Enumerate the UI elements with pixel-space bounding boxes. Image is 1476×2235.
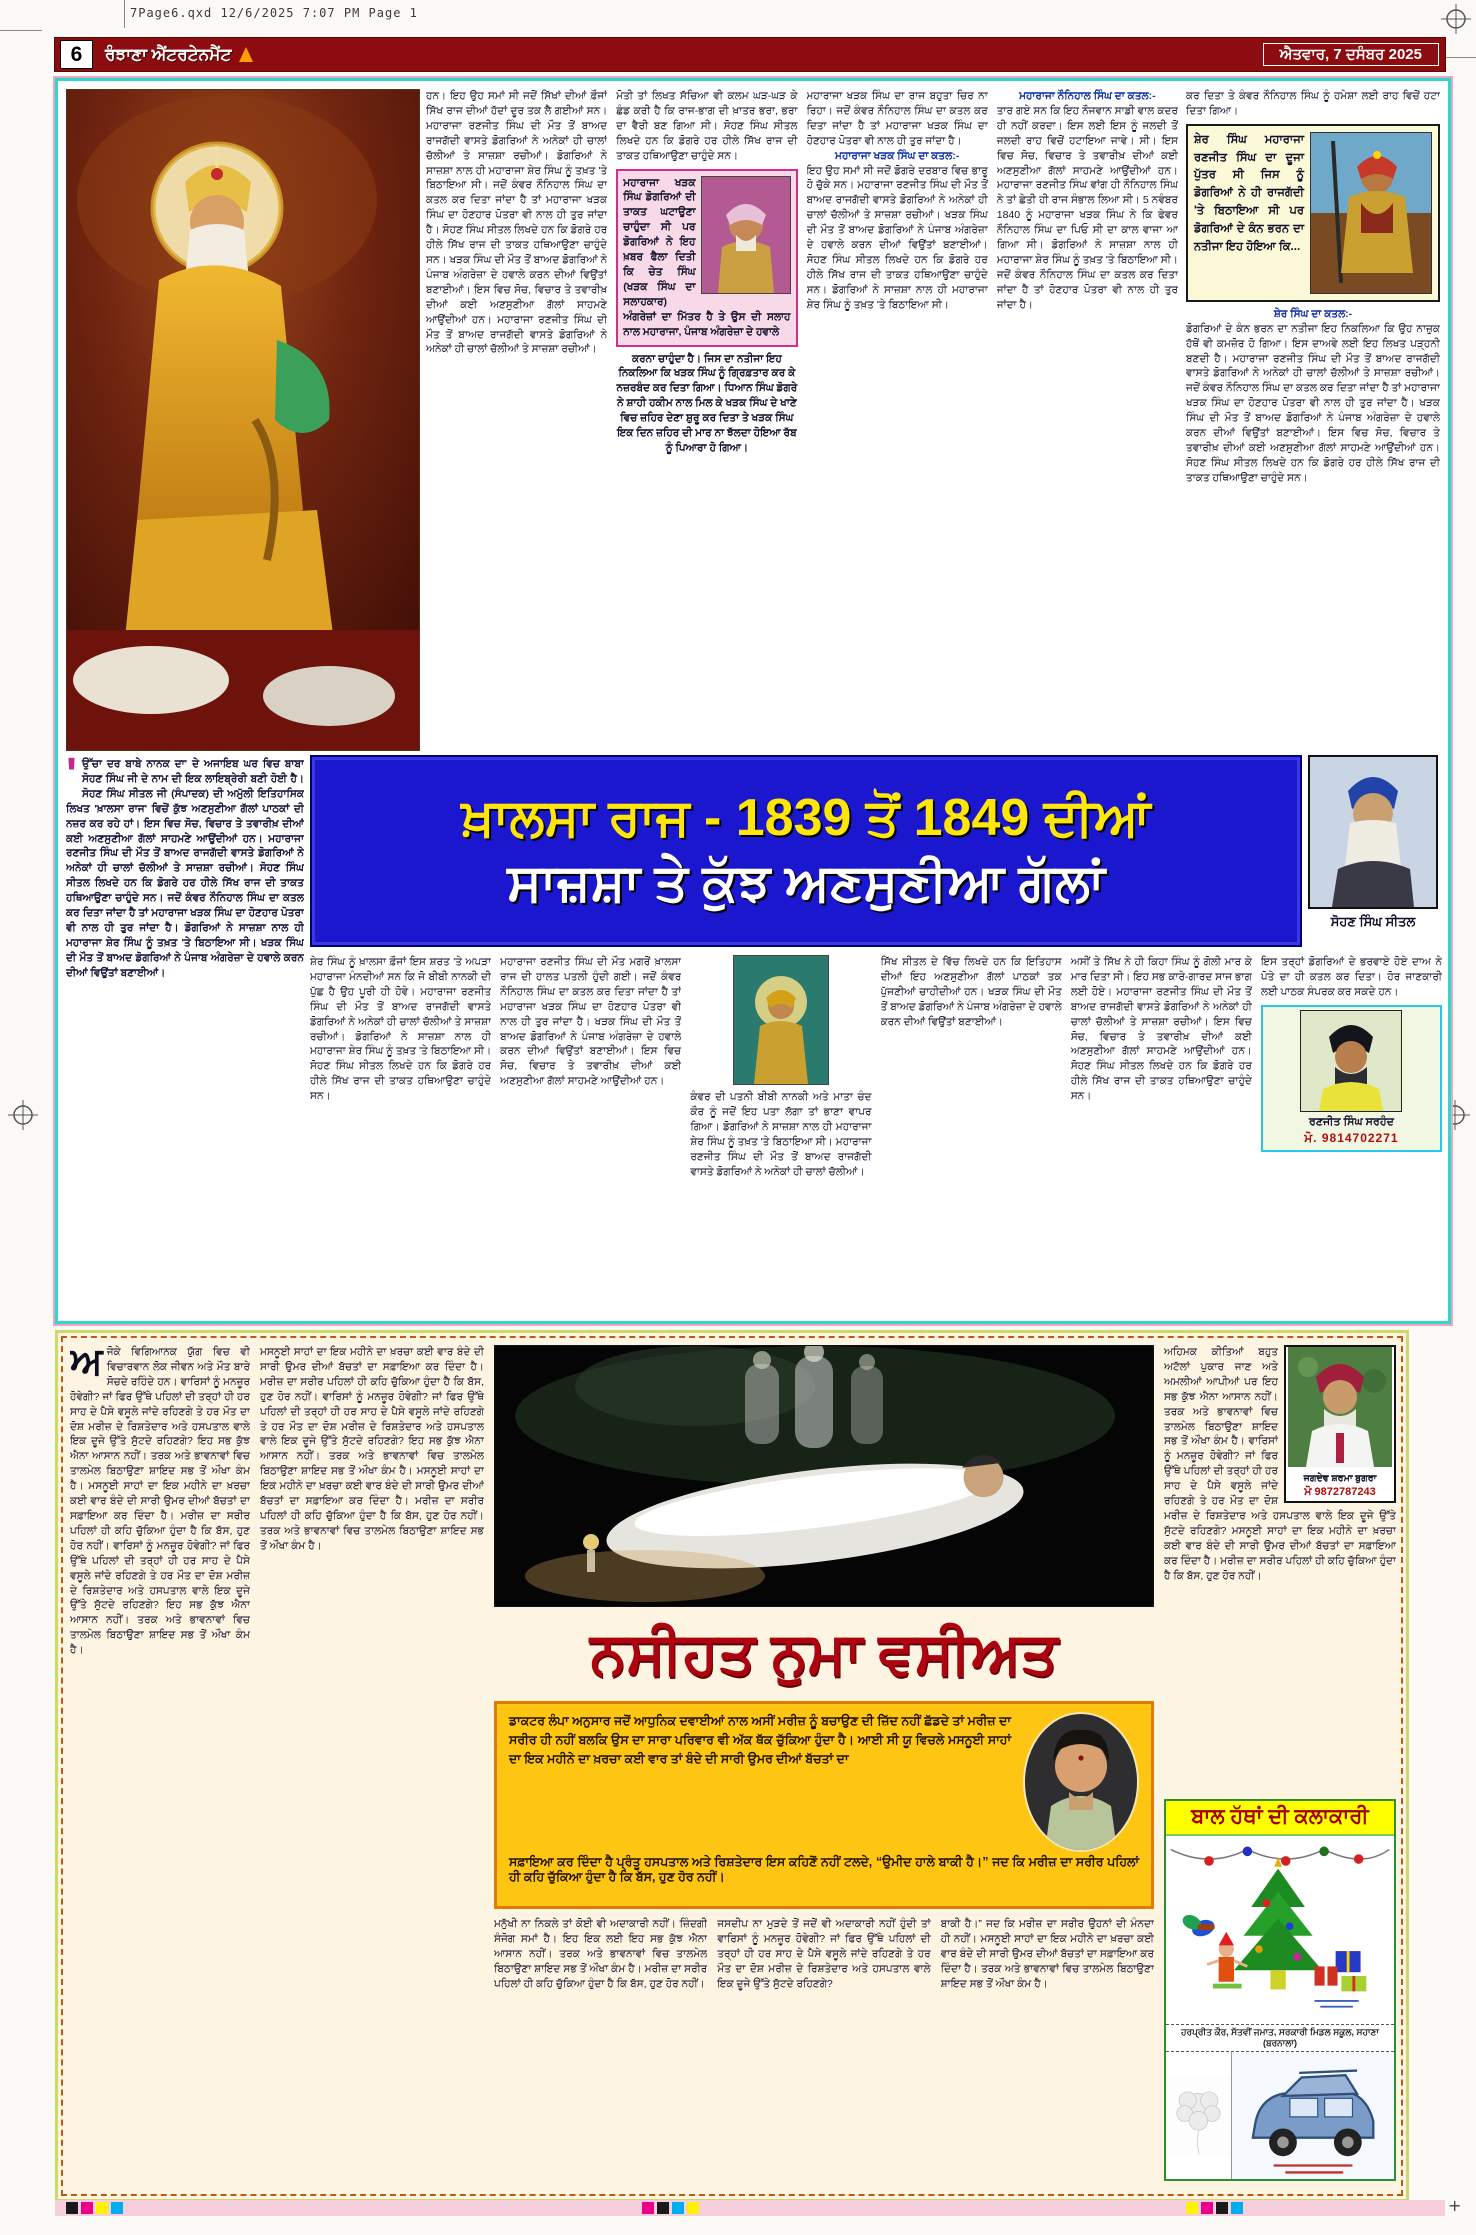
column-text: ਅਹਿਮਕ ਕੀਤਿਆਂ ਬਹੁਤ ਅਟੱਲਾਂ ਪੁਕਾਰ ਜਾਣ ਅਤੇ ਅਮਲੀਆਂ ਆਪੀਆਂ ਪਰ ਇਹ ਸਭ ਕੁੱਝ ਐਨਾ ਆਸਾਨ ਨਹੀਂ। ਤਰਕ ਅਤੇ ਭਾਵਨਾਵਾਂ ਵਿਚ ਤਾਲਮੇਲ ਬਿਠਾਉਣਾ ਸ਼ਾਇਦ ਸਭ ਤੋਂ ਔਖਾ ਕੰਮ ਹੈ। ਵਾਰਿਸਾਂ ਨੂੰ ਮਨਜ਼ੂਰ ਹੋਵੇਗੀ? ਜਾਂ ਫਿਰ ਉੱਥੇ ਪਹਿਲਾਂ ਦੀ ਤਰ੍ਹਾਂ ਹੀ ਹਰ ਸਾਹ ਦੇ ਪੈਸੇ ਵਸੂਲੇ ਜਾਂਦੇ ਰਹਿਣਗੇ ਤੇ ਹਰ ਮੌਤ ਦਾ ਦੋਸ਼ ਮਰੀਜ਼ ਦੇ ਰਿਸ਼ਤੇਦਾਰ ਅਤੇ ਹਸਪਤਾਲ ਵਾਲੇ ਇਕ ਦੂਜੇ ਉੱਤੇ ਸੁੱਟਦੇ ਰਹਿਣਗੇ? ਮਸਨੂਈ ਸਾਹਾਂ ਦਾ ਇਕ ਮਹੀਨੇ ਦਾ ਖ਼ਰਚਾ ਕਈ ਵਾਰ ਬੰਦੇ ਦੀ ਸਾਰੀ ਉਮਰ ਦੀਆਂ ਬੱਚਤਾਂ ਦਾ ਸਫ਼ਾਇਆ ਕਰ ਦਿੰਦਾ ਹੈ। ਮਰੀਜ਼ ਦਾ ਸਰੀਰ ਪਹਿਲਾਂ ਹੀ ਕਹਿ ਚੁੱਕਿਆ ਹੁੰਦਾ ਹੈ ਕਿ ਬੱਸ, ਹੁਣ ਹੋਰ ਨਹੀਂ। — [1164, 1346, 1396, 1582]
article1-column-b1: ਸ਼ੇਰ ਸਿੰਘ ਨੂੰ ਖ਼ਾਲਸਾ ਫ਼ੌਜਾਂ ਇਸ ਸ਼ਰਤ 'ਤੇ ਅਪੜਾ ਮਹਾਰਾਜਾ ਮੰਨਦੀਆਂ ਸਨ ਕਿ ਜੋ ਬੀਬੀ ਨਾਨਕੀ ਦੀ ਪੁੱਛ ਹੈ ਉਹ ਪੂਰੀ ਹੀ ਹੋਵੇ। ਮਹਾਰਾਜਾ ਰਣਜੀਤ ਸਿੰਘ ਦੀ ਮੌਤ ਤੋਂ ਬਾਅਦ ਰਾਜਗੱਦੀ ਵਾਸਤੇ ਡੋਗਰਿਆਂ ਨੇ ਅਨੇਕਾਂ ਹੀ ਚਾਲਾਂ ਚੱਲੀਆਂ ਤੇ ਸਾਜ਼ਸ਼ਾ ਰਚੀਆਂ। ਡੋਗਰਿਆਂ ਨੇ ਸਾਜ਼ਸ਼ਾ ਨਾਲ ਹੀ ਮਹਾਰਾਜਾ ਸ਼ੇਰ ਸਿੰਘ ਨੂੰ ਤਖ਼ਤ 'ਤੇ ਬਿਠਾਇਆ ਸੀ। ਸੋਹਣ ਸਿੰਘ ਸੀਤਲ ਲਿਖਦੇ ਹਨ ਕਿ ਡੋਗਰੇ ਹਰ ਹੀਲੇ ਸਿੱਖ ਰਾਜ ਦੀ ਤਾਕਤ ਹਥਿਆਉਣਾ ਚਾਹੁੰਦੇ ਸਨ। — [310, 956, 492, 1103]
column-text: ਇਹ ਉਹ ਸਮਾਂ ਸੀ ਜਦੋਂ ਡੋਗਰੇ ਦਰਬਾਰ ਵਿਚ ਭਾਰੂ ਹੋ ਚੁੱਕੇ ਸਨ। ਮਹਾਰਾਜਾ ਰਣਜੀਤ ਸਿੰਘ ਦੀ ਮੌਤ ਤੋਂ ਬਾਅਦ ਰਾਜਗੱਦੀ ਵਾਸਤੇ ਡੋਗਰਿਆਂ ਨੇ ਅਨੇਕਾਂ ਹੀ ਚਾਲਾਂ ਚੱਲੀਆਂ ਤੇ ਸਾਜ਼ਸ਼ਾ ਰਚੀਆਂ। ਖੜਕ ਸਿੰਘ ਦੀ ਮੌਤ ਤੋਂ ਬਾਅਦ ਡੋਗਰਿਆਂ ਨੇ ਪੰਜਾਬ ਅੰਗਰੇਜ਼ਾ ਦੇ ਹਵਾਲੇ ਕਰਨ ਦੀਆਂ ਵਿਉਂਤਾਂ ਬਣਾਈਆਂ। ਸੋਹਣ ਸਿੰਘ ਸੀਤਲ ਲਿਖਦੇ ਹਨ ਕਿ ਡੋਗਰੇ ਹਰ ਹੀਲੇ ਸਿੱਖ ਰਾਜ ਦੀ ਤਾਕਤ ਹਥਿਆਉਣਾ ਚਾਹੁੰਦੇ ਸਨ। ਡੋਗਰਿਆਂ ਨੇ ਸਾਜ਼ਸ਼ਾ ਨਾਲ ਹੀ ਮਹਾਰਾਜਾ ਸ਼ੇਰ ਸਿੰਘ ਨੂੰ ਤਖ਼ਤ 'ਤੇ ਬਿਠਾਇਆ ਸੀ। — [806, 164, 988, 311]
lead-quote-text: ਉੱਚਾ ਦਰ ਬਾਬੇ ਨਾਨਕ ਦਾ' ਦੇ ਅਜਾਇਬ ਘਰ ਵਿਚ ਬਾਬਾ ਸੋਹਣ ਸਿੰਘ ਜੀ ਦੇ ਨਾਮ ਦੀ ਇਕ ਲਾਇਬ੍ਰੇਰੀ ਬਣੀ ਹੋਈ ਹੈ। ਸੋਹਣ ਸਿੰਘ ਸੀਤਲ ਜੀ (ਸੰਪਾਦਕ) ਦੀ ਅਮੁੱਲੀ ਇਤਿਹਾਸਿਕ ਲਿਖਤ 'ਖ਼ਾਲਸਾ ਰਾਜ' ਵਿਚੋਂ ਕੁੱਝ ਅਣਸੁਣੀਆ ਗੱਲਾਂ ਪਾਠਕਾਂ ਦੀ ਨਜ਼ਰ ਕਰ ਰਹੇ ਹਾਂ। ਇਸ ਵਿਚ ਸੋਚ, ਵਿਚਾਰ ਤੇ ਤਵਾਰੀਖ਼ ਦੀਆਂ ਕਈ ਅਣਸੁਣੀਆ ਗੱਲਾਂ ਸਾਹਮਣੇ ਆਉਂਦੀਆਂ ਹਨ। ਮਹਾਰਾਜਾ ਰਣਜੀਤ ਸਿੰਘ ਦੀ ਮੌਤ ਤੋਂ ਬਾਅਦ ਰਾਜਗੱਦੀ ਵਾਸਤੇ ਡੋਗਰਿਆਂ ਨੇ ਅਨੇਕਾਂ ਹੀ ਚਾਲਾਂ ਚੱਲੀਆਂ ਤੇ ਸਾਜ਼ਸ਼ਾ ਰਚੀਆਂ। ਸੋਹਣ ਸਿੰਘ ਸੀਤਲ ਲਿਖਦੇ ਹਨ ਕਿ ਡੋਗਰੇ ਹਰ ਹੀਲੇ ਸਿੱਖ ਰਾਜ ਦੀ ਤਾਕਤ ਹਥਿਆਉਣਾ ਚਾਹੁੰਦੇ ਸਨ। ਜਦੋਂ ਕੰਵਰ ਨੌਨਿਹਾਲ ਸਿੰਘ ਦਾ ਕਤਲ ਕਰ ਦਿਤਾ ਜਾਂਦਾ ਹੈ ਤਾਂ ਮਹਾਰਾਜਾ ਖੜਕ ਸਿੰਘ ਦਾ ਹੋਣਹਾਰ ਪੋਤਰਾ ਵੀ ਨਾਲ ਹੀ ਤੁਰ ਜਾਂਦਾ ਹੈ। ਡੋਗਰਿਆਂ ਨੇ ਸਾਜ਼ਸ਼ਾ ਨਾਲ ਹੀ ਮਹਾਰਾਜਾ ਸ਼ੇਰ ਸਿੰਘ ਨੂੰ ਤਖ਼ਤ 'ਤੇ ਬਿਠਾਇਆ ਸੀ। ਖੜਕ ਸਿੰਘ ਦੀ ਮੌਤ ਤੋਂ ਬਾਅਦ ਡੋਗਰਿਆਂ ਨੇ ਪੰਜਾਬ ਅੰਗਰੇਜ਼ਾ ਦੇ ਹਵਾਲੇ ਕਰਨ ਦੀਆਂ ਵਿਉਂਤਾਂ ਬਣਾਈਆਂ। — [66, 758, 304, 979]
car-drawing — [1232, 2052, 1394, 2179]
drop-cap: ਅ — [70, 1345, 103, 1383]
kids-second-row — [1166, 2052, 1394, 2179]
woman-portrait — [1023, 1712, 1139, 1852]
column-text: ਜੋਕੇ ਵਿਗਿਆਨਕ ਯੁੱਗ ਵਿਚ ਵੀ ਵਿਚਾਰਵਾਨ ਲੋਕ ਜੀਵਨ ਅਤੇ ਮੌਤ ਬਾਰੇ ਸੋਚਦੇ ਰਹਿੰਦੇ ਹਨ। ਵਾਰਿਸਾਂ ਨੂੰ ਮਨਜ਼ੂਰ ਹੋਵੇਗੀ? ਜਾਂ ਫਿਰ ਉੱਥੇ ਪਹਿਲਾਂ ਦੀ ਤਰ੍ਹਾਂ ਹੀ ਹਰ ਸਾਹ ਦੇ ਪੈਸੇ ਵਸੂਲੇ ਜਾਂਦੇ ਰਹਿਣਗੇ ਤੇ ਹਰ ਮੌਤ ਦਾ ਦੋਸ਼ ਮਰੀਜ਼ ਦੇ ਰਿਸ਼ਤੇਦਾਰ ਅਤੇ ਹਸਪਤਾਲ ਵਾਲੇ ਇਕ ਦੂਜੇ ਉੱਤੇ ਸੁੱਟਦੇ ਰਹਿਣਗੇ? ਇਹ ਸਭ ਕੁੱਝ ਐਨਾ ਆਸਾਨ ਨਹੀਂ। ਤਰਕ ਅਤੇ ਭਾਵਨਾਵਾਂ ਵਿਚ ਤਾਲਮੇਲ ਬਿਠਾਉਣਾ ਸ਼ਾਇਦ ਸਭ ਤੋਂ ਔਖਾ ਕੰਮ ਹੈ। ਮਸਨੂਈ ਸਾਹਾਂ ਦਾ ਇਕ ਮਹੀਨੇ ਦਾ ਖ਼ਰਚਾ ਕਈ ਵਾਰ ਬੰਦੇ ਦੀ ਸਾਰੀ ਉਮਰ ਦੀਆਂ ਬੱਚਤਾਂ ਦਾ ਸਫ਼ਾਇਆ ਕਰ ਦਿੰਦਾ ਹੈ। ਮਰੀਜ਼ ਦਾ ਸਰੀਰ ਪਹਿਲਾਂ ਹੀ ਕਹਿ ਚੁੱਕਿਆ ਹੁੰਦਾ ਹੈ ਕਿ ਬੱਸ, ਹੁਣ ਹੋਰ ਨਹੀਂ। ਵਾਰਿਸਾਂ ਨੂੰ ਮਨਜ਼ੂਰ ਹੋਵੇਗੀ? ਜਾਂ ਫਿਰ ਉੱਥੇ ਪਹਿਲਾਂ ਦੀ ਤਰ੍ਹਾਂ ਹੀ ਹਰ ਸਾਹ ਦੇ ਪੈਸੇ ਵਸੂਲੇ ਜਾਂਦੇ ਰਹਿਣਗੇ ਤੇ ਹਰ ਮੌਤ ਦਾ ਦੋਸ਼ ਮਰੀਜ਼ ਦੇ ਰਿਸ਼ਤੇਦਾਰ ਅਤੇ ਹਸਪਤਾਲ ਵਾਲੇ ਇਕ ਦੂਜੇ ਉੱਤੇ ਸੁੱਟਦੇ ਰਹਿਣਗੇ? ਇਹ ਸਭ ਕੁੱਝ ਐਨਾ ਆਸਾਨ ਨਹੀਂ। ਤਰਕ ਅਤੇ ਭਾਵਨਾਵਾਂ ਵਿਚ ਤਾਲਮੇਲ ਬਿਠਾਉਣਾ ਸ਼ਾਇਦ ਸਭ ਤੋਂ ਔਖਾ ਕੰਮ ਹੈ। — [70, 1346, 250, 1657]
registration-plus-icon: + — [1448, 2196, 1462, 2215]
author-bugra-box — [1284, 1345, 1396, 1503]
article2-center — [494, 1345, 1154, 2185]
headline-line-1: ਖ਼ਾਲਸਾ ਰਾਜ - 1839 ਤੋਂ 1849 ਦੀਆਂ — [461, 789, 1151, 847]
inset-bold-continuation: ਕਰਨਾ ਚਾਹੁੰਦਾ ਹੈ। ਜਿਸ ਦਾ ਨਤੀਜਾ ਇਹ ਨਿਕਲਿਆ ਕਿ ਖੜਕ ਸਿੰਘ ਨੂੰ ਗ੍ਰਿਫ਼ਤਾਰ ਕਰ ਕੇ ਨਜ਼ਰਬੰਦ ਕਰ ਦਿਤਾ ਗਿਆ। ਧਿਆਨ ਸਿੰਘ ਡੋਗਰੇ ਨੇ ਸ਼ਾਹੀ ਹਕੀਮ ਨਾਲ ਮਿਲ ਕੇ ਖੜਕ ਸਿੰਘ ਦੇ ਖਾਣੇ ਵਿਚ ਜ਼ਹਿਰ ਦੇਣਾ ਸ਼ੁਰੂ ਕਰ ਦਿਤਾ ਤੇ ਖੜਕ ਸਿੰਘ ਇਕ ਦਿਨ ਜ਼ਹਿਰ ਦੀ ਮਾਰ ਨਾ ਝੱਲਦਾ ਹੋਇਆ ਰੱਬ ਨੂੰ ਪਿਆਰਾ ਹੋ ਗਿਆ। — [616, 352, 798, 454]
column-text: ਮੋਤੀ ਤਾਂ ਲਿਖਤ ਸੱਚਿਆ ਵੀ ਕਲਮ ਘੜ-ਘੜ ਕੇ ਛੰਡ ਕਰੀ ਹੈ ਕਿ ਰਾਜ-ਭਾਗ ਦੀ ਖ਼ਾਤਰ ਭਰਾ, ਭਰਾ ਦਾ ਵੈਰੀ ਬਣ ਗਿਆ ਸੀ। ਸੋਹਣ ਸਿੰਘ ਸੀਤਲ ਲਿਖਦੇ ਹਨ ਕਿ ਡੋਗਰੇ ਹਰ ਹੀਲੇ ਸਿੱਖ ਰਾਜ ਦੀ ਤਾਕਤ ਹਥਿਆਉਣਾ ਚਾਹੁੰਦੇ ਸਨ। — [616, 90, 798, 162]
quote-tail-text: ਸਫ਼ਾਇਆ ਕਰ ਦਿੰਦਾ ਹੈ ਪ੍ਰੰਤੂ ਹਸਪਤਾਲ ਅਤੇ ਰਿਸ਼ਤੇਦਾਰ ਇਸ ਕਹਿਣੋਂ ਨਹੀਂ ਟਲਦੇ, “ਉਮੀਦ ਹਾਲੇ ਬਾਕੀ ਹੈ।” ਜਦ ਕਿ ਮਰੀਜ਼ ਦਾ ਸਰੀਰ ਪਹਿਲਾਂ ਹੀ ਕਹਿ ਚੁੱਕਿਆ ਹੁੰਦਾ ਹੈ ਕਿ ਬੱਸ, ਹੁਣ ਹੋਰ ਨਹੀਂ। — [509, 1855, 1139, 1884]
quote-main-text: ਡਾਕਟਰ ਲੰਪਾ ਅਨੁਸਾਰ ਜਦੋਂ ਆਧੁਨਿਕ ਦਵਾਈਆਂ ਨਾਲ ਅਸੀਂ ਮਰੀਜ਼ ਨੂੰ ਬਚਾਉਣ ਦੀ ਜ਼ਿੱਦ ਨਹੀਂ ਛੱਡਦੇ ਤਾਂ ਮਰੀਜ਼ ਦਾ ਸਰੀਰ ਹੀ ਨਹੀਂ ਬਲਕਿ ਉਸ ਦਾ ਸਾਰਾ ਪਰਿਵਾਰ ਵੀ ਅੱਕ ਥੱਕ ਚੁੱਕਿਆ ਹੁੰਦਾ ਹੈ। ਆਈ ਸੀ ਯੂ ਵਿਚਲੇ ਮਸਨੂਈ ਸਾਹਾਂ ਦਾ ਇਕ ਮਹੀਨੇ ਦਾ ਖ਼ਰਚਾ ਕਈ ਵਾਰ ਤਾਂ ਬੰਦੇ ਦੀ ਸਾਰੀ ਉਮਰ ਦੀਆਂ ਬੱਚਤਾਂ ਦਾ — [509, 1714, 1011, 1766]
christmas-tree-drawing — [1166, 1836, 1394, 2024]
author-bugra-image — [1288, 1347, 1392, 1467]
article2-column-b: ਮਸਨੂਈ ਸਾਹਾਂ ਦਾ ਇਕ ਮਹੀਨੇ ਦਾ ਖ਼ਰਚਾ ਕਈ ਵਾਰ ਬੰਦੇ ਦੀ ਸਾਰੀ ਉਮਰ ਦੀਆਂ ਬੱਚਤਾਂ ਦਾ ਸਫ਼ਾਇਆ ਕਰ ਦਿੰਦਾ ਹੈ। ਮਰੀਜ਼ ਦਾ ਸਰੀਰ ਪਹਿਲਾਂ ਹੀ ਕਹਿ ਚੁੱਕਿਆ ਹੁੰਦਾ ਹੈ ਕਿ ਬੱਸ, ਹੁਣ ਹੋਰ ਨਹੀਂ। ਵਾਰਿਸਾਂ ਨੂੰ ਮਨਜ਼ੂਰ ਹੋਵੇਗੀ? ਜਾਂ ਫਿਰ ਉੱਥੇ ਪਹਿਲਾਂ ਦੀ ਤਰ੍ਹਾਂ ਹੀ ਹਰ ਸਾਹ ਦੇ ਪੈਸੇ ਵਸੂਲੇ ਜਾਂਦੇ ਰਹਿਣਗੇ ਤੇ ਹਰ ਮੌਤ ਦਾ ਦੋਸ਼ ਮਰੀਜ਼ ਦੇ ਰਿਸ਼ਤੇਦਾਰ ਅਤੇ ਹਸਪਤਾਲ ਵਾਲੇ ਇਕ ਦੂਜੇ ਉੱਤੇ ਸੁੱਟਦੇ ਰਹਿਣਗੇ? ਇਹ ਸਭ ਕੁੱਝ ਐਨਾ ਆਸਾਨ ਨਹੀਂ। ਤਰਕ ਅਤੇ ਭਾਵਨਾਵਾਂ ਵਿਚ ਤਾਲਮੇਲ ਬਿਠਾਉਣਾ ਸ਼ਾਇਦ ਸਭ ਤੋਂ ਔਖਾ ਕੰਮ ਹੈ। ਮਸਨੂਈ ਸਾਹਾਂ ਦਾ ਇਕ ਮਹੀਨੇ ਦਾ ਖ਼ਰਚਾ ਕਈ ਵਾਰ ਬੰਦੇ ਦੀ ਸਾਰੀ ਉਮਰ ਦੀਆਂ ਬੱਚਤਾਂ ਦਾ ਸਫ਼ਾਇਆ ਕਰ ਦਿੰਦਾ ਹੈ। ਮਰੀਜ਼ ਦਾ ਸਰੀਰ ਪਹਿਲਾਂ ਹੀ ਕਹਿ ਚੁੱਕਿਆ ਹੁੰਦਾ ਹੈ ਕਿ ਬੱਸ, ਹੁਣ ਹੋਰ ਨਹੀਂ। ਤਰਕ ਅਤੇ ਭਾਵਨਾਵਾਂ ਵਿਚ ਤਾਲਮੇਲ ਬਿਠਾਉਣਾ ਸ਼ਾਇਦ ਸਭ ਤੋਂ ਔਖਾ ਕੰਮ ਹੈ। — [260, 1346, 484, 1552]
article1-sidebar-column — [1186, 89, 1440, 749]
registration-mark-icon — [8, 1100, 38, 1130]
article2-headline: ਨਸੀਹਤ ਨੁਮਾ ਵਸੀਅਤ — [590, 1621, 1058, 1686]
headline-line-2: ਸਾਜ਼ਸ਼ਾ ਤੇ ਕੁੱਝ ਅਣਸੁਣੀਆ ਗੱਲਾਂ — [507, 854, 1105, 912]
article1-column-b5: ਅਸੀਂ ਤੇ ਸਿੱਖ ਨੇ ਹੀ ਕਿਹਾ ਸਿੰਘ ਨੂੰ ਗੋਲੀ ਮਾਰ ਕੇ ਮਾਰ ਦਿਤਾ ਸੀ। ਇਹ ਸਭ ਕਾਰੇ-ਗਾਰਦ ਸਾਜ ਭਾਗ ਲਈ ਹੋਏ। ਮਹਾਰਾਜਾ ਰਣਜੀਤ ਸਿੰਘ ਦੀ ਮੌਤ ਤੋਂ ਬਾਅਦ ਰਾਜਗੱਦੀ ਵਾਸਤੇ ਡੋਗਰਿਆਂ ਨੇ ਅਨੇਕਾਂ ਹੀ ਚਾਲਾਂ ਚੱਲੀਆਂ ਤੇ ਸਾਜ਼ਸ਼ਾ ਰਚੀਆਂ। ਇਸ ਵਿਚ ਸੋਚ, ਵਿਚਾਰ ਤੇ ਤਵਾਰੀਖ਼ ਦੀਆਂ ਕਈ ਅਣਸੁਣੀਆ ਗੱਲਾਂ ਸਾਹਮਣੇ ਆਉਂਦੀਆਂ ਹਨ। ਸੋਹਣ ਸਿੰਘ ਸੀਤਲ ਲਿਖਦੇ ਹਨ ਕਿ ਡੋਗਰੇ ਹਰ ਹੀਲੇ ਸਿੱਖ ਰਾਜ ਦੀ ਤਾਕਤ ਹਥਿਆਉਣਾ ਚਾਹੁੰਦੇ ਸਨ। — [1070, 956, 1252, 1103]
kids-box-header — [1166, 1801, 1394, 1836]
sher-singh-box — [1186, 124, 1440, 302]
article-khalsa-raj — [55, 78, 1451, 1324]
maharaja-painting-image — [67, 90, 419, 750]
author-sarhand-image — [1301, 1011, 1401, 1111]
page-number: 6 — [60, 40, 93, 69]
article1-column-4 — [997, 89, 1178, 749]
deathbed-scene-photo — [494, 1345, 1154, 1607]
article2-headline-row — [494, 1607, 1154, 1701]
color-bar-cluster — [642, 2202, 699, 2214]
maharaja-ranjit-singh-painting — [66, 89, 420, 751]
article2-right-text — [1164, 1345, 1396, 1793]
author-sohan-singh-seetal — [1304, 755, 1442, 943]
flower-sketch-drawing — [1166, 2052, 1232, 2179]
column-text: ਮਹਾਰਾਜਾ ਖੜਕ ਸਿੰਘ ਦਾ ਰਾਜ ਬਹੁਤਾ ਚਿਰ ਨਾ ਰਿਹਾ। ਜਦੋਂ ਕੰਵਰ ਨੌਨਿਹਾਲ ਸਿੰਘ ਦਾ ਕਤਲ ਕਰ ਦਿਤਾ ਜਾਂਦਾ ਹੈ ਤਾਂ ਮਹਾਰਾਜਾ ਖੜਕ ਸਿੰਘ ਦਾ ਹੋਣਹਾਰ ਪੋਤਰਾ ਵੀ ਨਾਲ ਹੀ ਤੁਰ ਜਾਂਦਾ ਹੈ। — [806, 90, 988, 147]
article2-right-column — [1164, 1345, 1396, 2185]
author-sarhand-box — [1261, 1005, 1442, 1153]
inset-text: ਮਹਾਰਾਜਾ ਖੜਕ ਸਿੰਘ ਡੋਗਰਿਆਂ ਦੀ ਤਾਕਤ ਘਟਾਉਣਾ ਚਾਹੁੰਦਾ ਸੀ ਪਰ ਡੋਗਰਿਆਂ ਨੇ ਇਹ ਖ਼ਬਰ ਫੈਲਾ ਦਿਤੀ ਕਿ ਚੇਤ ਸਿੰਘ (ਖੜਕ ਸਿੰਘ ਦਾ ਸਲਾਹਕਾਰ) ਅੰਗਰੇਜ਼ਾਂ ਦਾ ਮਿੱਤਰ ਹੈ ਤੇ ਉਸ ਦੀ ਸਲਾਹ ਨਾਲ ਮਹਾਰਾਜਾ, ਪੰਜਾਬ ਅੰਗਰੇਜ਼ਾ ਦੇ ਹਵਾਲੇ — [623, 176, 791, 338]
print-proof-header: 7Page6.qxd 12/6/2025 7:07 PM Page 1 — [130, 6, 418, 20]
mid-column-portrait-image — [733, 955, 829, 1085]
article1-column-b3 — [690, 955, 871, 1313]
article1-column-b2: ਮਹਾਰਾਜਾ ਰਣਜੀਤ ਸਿੰਘ ਦੀ ਮੌਤ ਮਗਰੋਂ ਖ਼ਾਲਸਾ ਰਾਜ ਦੀ ਹਾਲਤ ਪਤਲੀ ਹੁੰਦੀ ਗਈ। ਜਦੋਂ ਕੰਵਰ ਨੌਨਿਹਾਲ ਸਿੰਘ ਦਾ ਕਤਲ ਕਰ ਦਿਤਾ ਜਾਂਦਾ ਹੈ ਤਾਂ ਮਹਾਰਾਜਾ ਖੜਕ ਸਿੰਘ ਦਾ ਹੋਣਹਾਰ ਪੋਤਰਾ ਵੀ ਨਾਲ ਹੀ ਤੁਰ ਜਾਂਦਾ ਹੈ। ਖੜਕ ਸਿੰਘ ਦੀ ਮੌਤ ਤੋਂ ਬਾਅਦ ਡੋਗਰਿਆਂ ਨੇ ਪੰਜਾਬ ਅੰਗਰੇਜ਼ਾ ਦੇ ਹਵਾਲੇ ਕਰਨ ਦੀਆਂ ਵਿਉਂਤਾਂ ਬਣਾਈਆਂ। ਇਸ ਵਿਚ ਸੋਚ, ਵਿਚਾਰ ਤੇ ਤਵਾਰੀਖ਼ ਦੀਆਂ ਕਈ ਅਣਸੁਣੀਆ ਗੱਲਾਂ ਸਾਹਮਣੇ ਆਉਂਦੀਆਂ ਹਨ। — [500, 956, 682, 1088]
author-name: ਸੋਹਣ ਸਿੰਘ ਸੀਤਲ — [1330, 914, 1416, 929]
column-text: ਇਸ ਤਰ੍ਹਾਂ ਡੋਗਰਿਆਂ ਦੇ ਭਰਵਾਏ ਹੋਏ ਦਾਅ ਨੇ ਪੋਤੇ ਦਾ ਹੀ ਕਤਲ ਕਰ ਦਿਤਾ। ਹੋਰ ਜਾਣਕਾਰੀ ਲਈ ਪਾਠਕ ਸੰਪਰਕ ਕਰ ਸਕਦੇ ਹਨ। — [1260, 956, 1443, 998]
article2-column-c1: ਮਨੁੱਖੀ ਨਾ ਨਿਕਲੇ ਤਾਂ ਕੋਈ ਵੀ ਅਦਾਕਾਰੀ ਨਹੀਂ। ਜ਼ਿੰਦਗੀ ਸੰਜੋਗ ਸਮਾਂ ਹੈ। ਇਹ ਇਕ ਲਈ ਇਹ ਸਭ ਕੁੱਝ ਐਨਾ ਆਸਾਨ ਨਹੀਂ। ਤਰਕ ਅਤੇ ਭਾਵਨਾਵਾਂ ਵਿਚ ਤਾਲਮੇਲ ਬਿਠਾਉਣਾ ਸ਼ਾਇਦ ਸਭ ਤੋਂ ਔਖਾ ਕੰਮ ਹੈ। ਮਰੀਜ਼ ਦਾ ਸਰੀਰ ਪਹਿਲਾਂ ਹੀ ਕਹਿ ਚੁੱਕਿਆ ਹੁੰਦਾ ਹੈ ਕਿ ਬੱਸ, ਹੁਣ ਹੋਰ ਨਹੀਂ। — [494, 1918, 708, 1990]
sher-singh-painting-image — [1310, 132, 1432, 294]
article1-bottom-columns — [310, 955, 1442, 1313]
subhead-sher-singh: ਸ਼ੇਰ ਸਿੰਘ ਦਾ ਕਤਲ:- — [1273, 307, 1353, 320]
article1-column-b6 — [1261, 955, 1442, 1313]
author-phone: ਮੋ 9872787243 — [1304, 1486, 1376, 1499]
article2-center-columns — [494, 1917, 1154, 2195]
sher-singh-text: ਸ਼ੇਰ ਸਿੰਘ ਮਹਾਰਾਜਾ ਰਣਜੀਤ ਸਿੰਘ ਦਾ ਦੂਜਾ ਪੁੱਤਰ ਸੀ ਜਿਸ ਨੂੰ ਡੋਗਰਿਆਂ ਨੇ ਹੀ ਰਾਜਗੱਦੀ 'ਤੇ ਬਿਠਾਇਆ ਸੀ ਪਰ ਡੋਗਰਿਆਂ ਦੇ ਕੰਨ ਭਰਨ ਦਾ ਨਤੀਜਾ ਇਹ ਹੋਇਆ ਕਿ... — [1194, 133, 1304, 253]
article1-column-2 — [616, 89, 797, 749]
subhead-kharak-singh: ਮਹਾਰਾਜਾ ਖੜਕ ਸਿੰਘ ਦਾ ਕਤਲ:- — [835, 149, 960, 162]
main-headline-banner — [310, 755, 1302, 947]
author-phone: ਮੋ. 9814702271 — [1304, 1131, 1399, 1146]
woman-portrait-image — [1025, 1714, 1137, 1850]
article2-column-c3: ਬਾਕੀ ਹੈ।” ਜਦ ਕਿ ਮਰੀਜ਼ ਦਾ ਸਰੀਰ ਉਹਨਾਂ ਦੀ ਮੰਨਦਾ ਹੀ ਨਹੀਂ। ਮਸਨੂਈ ਸਾਹਾਂ ਦਾ ਇਕ ਮਹੀਨੇ ਦਾ ਖ਼ਰਚਾ ਕਈ ਵਾਰ ਬੰਦੇ ਦੀ ਸਾਰੀ ਉਮਰ ਦੀਆਂ ਬੱਚਤਾਂ ਦਾ ਸਫ਼ਾਇਆ ਕਰ ਦਿੰਦਾ ਹੈ। ਤਰਕ ਅਤੇ ਭਾਵਨਾਵਾਂ ਵਿਚ ਤਾਲਮੇਲ ਬਿਠਾਉਣਾ ਸ਼ਾਇਦ ਸਭ ਤੋਂ ਔਖਾ ਕੰਮ ਹੈ। — [940, 1918, 1154, 1990]
article2-column-c2: ਜਸਦੀਪ ਨਾ ਮੁੜਦੇ ਤੋਂ ਜਦੋਂ ਵੀ ਅਦਾਕਾਰੀ ਨਹੀਂ ਹੁੰਦੀ ਤਾਂ ਵਾਰਿਸਾਂ ਨੂੰ ਮਨਜ਼ੂਰ ਹੋਵੇਗੀ? ਜਾਂ ਫਿਰ ਉੱਥੇ ਪਹਿਲਾਂ ਦੀ ਤਰ੍ਹਾਂ ਹੀ ਹਰ ਸਾਹ ਦੇ ਪੈਸੇ ਵਸੂਲੇ ਜਾਂਦੇ ਰਹਿਣਗੇ ਤੇ ਹਰ ਮੌਤ ਦਾ ਦੋਸ਼ ਮਰੀਜ਼ ਦੇ ਰਿਸ਼ਤੇਦਾਰ ਅਤੇ ਹਸਪਤਾਲ ਵਾਲੇ ਇਕ ਦੂਜੇ ਉੱਤੇ ਸੁੱਟਦੇ ਰਹਿਣਗੇ? — [717, 1918, 931, 1990]
doctor-quote-box — [494, 1701, 1154, 1909]
kharak-singh-portrait-image — [701, 176, 791, 294]
lead-quote-column — [66, 757, 304, 1313]
author-photo — [1300, 1010, 1402, 1112]
kharak-singh-inset-box — [616, 169, 797, 347]
article2-column-a — [70, 1345, 250, 2185]
author-seetal-image — [1310, 757, 1436, 907]
article1-column-1: ਹਨ। ਇਹ ਉਹ ਸਮਾਂ ਸੀ ਜਦੋਂ ਸਿੱਖਾਂ ਦੀਆਂ ਫ਼ੌਜਾਂ ਸਿੱਖ ਰਾਜ ਦੀਆਂ ਹੱਦਾਂ ਦੂਰ ਤਕ ਲੈ ਗਈਆਂ ਸਨ। ਮਹਾਰਾਜਾ ਰਣਜੀਤ ਸਿੰਘ ਦੀ ਮੌਤ ਤੋਂ ਬਾਅਦ ਰਾਜਗੱਦੀ ਵਾਸਤੇ ਡੋਗਰਿਆਂ ਨੇ ਅਨੇਕਾਂ ਹੀ ਚਾਲਾਂ ਚੱਲੀਆਂ ਤੇ ਸਾਜ਼ਸ਼ਾ ਰਚੀਆਂ। ਡੋਗਰਿਆਂ ਨੇ ਸਾਜ਼ਸ਼ਾ ਨਾਲ ਹੀ ਮਹਾਰਾਜਾ ਸ਼ੇਰ ਸਿੰਘ ਨੂੰ ਤਖ਼ਤ 'ਤੇ ਬਿਠਾਇਆ ਸੀ। ਜਦੋਂ ਕੰਵਰ ਨੌਨਿਹਾਲ ਸਿੰਘ ਦਾ ਕਤਲ ਕਰ ਦਿਤਾ ਜਾਂਦਾ ਹੈ ਤਾਂ ਮਹਾਰਾਜਾ ਖੜਕ ਸਿੰਘ ਦਾ ਹੋਣਹਾਰ ਪੋਤਰਾ ਵੀ ਨਾਲ ਹੀ ਤੁਰ ਜਾਂਦਾ ਹੈ। ਸੋਹਣ ਸਿੰਘ ਸੀਤਲ ਲਿਖਦੇ ਹਨ ਕਿ ਡੋਗਰੇ ਹਰ ਹੀਲੇ ਸਿੱਖ ਰਾਜ ਦੀ ਤਾਕਤ ਹਥਿਆਉਣਾ ਚਾਹੁੰਦੇ ਸਨ। ਖੜਕ ਸਿੰਘ ਦੀ ਮੌਤ ਤੋਂ ਬਾਅਦ ਡੋਗਰਿਆਂ ਨੇ ਪੰਜਾਬ ਅੰਗਰੇਜ਼ਾ ਦੇ ਹਵਾਲੇ ਕਰਨ ਦੀਆਂ ਵਿਉਂਤਾਂ ਬਣਾਈਆਂ। ਇਸ ਵਿਚ ਸੋਚ, ਵਿਚਾਰ ਤੇ ਤਵਾਰੀਖ਼ ਦੀਆਂ ਕਈ ਅਣਸੁਣੀਆ ਗੱਲਾਂ ਸਾਹਮਣੇ ਆਉਂਦੀਆਂ ਹਨ। ਮਹਾਰਾਜਾ ਰਣਜੀਤ ਸਿੰਘ ਦੀ ਮੌਤ ਤੋਂ ਬਾਅਦ ਰਾਜਗੱਦੀ ਵਾਸਤੇ ਡੋਗਰਿਆਂ ਨੇ ਅਨੇਕਾਂ ਹੀ ਚਾਲਾਂ ਚੱਲੀਆਂ ਤੇ ਸਾਜ਼ਸ਼ਾ ਰਚੀਆਂ। — [426, 90, 608, 356]
masthead-date: ਐਤਵਾਰ, 7 ਦਸੰਬਰ 2025 — [1263, 43, 1439, 66]
masthead-bar — [55, 38, 1445, 71]
kids-box-title: ਬਾਲ ਹੱਥਾਂ ਦੀ ਕਲਾਕਾਰੀ — [1191, 1805, 1369, 1829]
flame-icon — [239, 47, 253, 62]
kids-art-box — [1164, 1799, 1396, 2181]
kids-art-caption: ਹਰਪ੍ਰੀਤ ਕੌਰ, ਸੱਤਵੀਂ ਜਮਾਤ, ਸਰਕਾਰੀ ਮਿਡਲ ਸਕੂਲ, ਸਹਾਣਾ (ਬਰਨਾਲਾ) — [1166, 2024, 1394, 2052]
author-name: ਜਗਦੇਵ ਸ਼ਰਮਾ ਬੁਗਰਾ — [1303, 1472, 1377, 1484]
column-text: ਤਾਰ ਗਏ ਸਨ ਕਿ ਇਹ ਨੌਜਵਾਨ ਸਾਡੀ ਵਾਲ ਕਦਰ ਹੀ ਨਹੀਂ ਕਰਦਾ। ਇਸ ਲਈ ਇਸ ਨੂੰ ਜਲਦੀ ਤੋਂ ਜਲਦੀ ਰਾਹ ਵਿਚੋਂ ਹਟਾਇਆ ਜਾਵੇ। ਸੀ। ਇਸ ਵਿਚ ਸੋਚ, ਵਿਚਾਰ ਤੇ ਤਵਾਰੀਖ਼ ਦੀਆਂ ਕਈ ਅਣਸੁਣੀਆ ਗੱਲਾਂ ਸਾਹਮਣੇ ਆਉਂਦੀਆਂ ਹਨ। ਮਹਾਰਾਜਾ ਰਣਜੀਤ ਸਿੰਘ ਵਾਂਗ ਹੀ ਨੌਨਿਹਾਲ ਸਿੰਘ ਨੇ ਤਾਂ ਛੇਤੀ ਹੀ ਰਾਜ ਸੰਭਾਲ ਲਿਆ ਸੀ। 5 ਨਵੰਬਰ 1840 ਨੂੰ ਮਹਾਰਾਜਾ ਖੜਕ ਸਿੰਘ ਨੇ ਕਿ ਫੇਵਰ ਨੌਨਿਹਾਲ ਸਿੰਘ ਦਾ ਪਿਓ ਸੀ ਦਾ ਕਾਲ ਵਾਜਾ ਆ ਗਿਆ ਸੀ। ਡੋਗਰਿਆਂ ਨੇ ਸਾਜ਼ਸ਼ਾ ਨਾਲ ਹੀ ਮਹਾਰਾਜਾ ਸ਼ੇਰ ਸਿੰਘ ਨੂੰ ਤਖ਼ਤ 'ਤੇ ਬਿਠਾਇਆ ਸੀ। ਜਦੋਂ ਕੰਵਰ ਨੌਨਿਹਾਲ ਸਿੰਘ ਦਾ ਕਤਲ ਕਰ ਦਿਤਾ ਜਾਂਦਾ ਹੈ ਤਾਂ ਹੋਣਹਾਰ ਪੋਤਰਾ ਵੀ ਨਾਲ ਹੀ ਤੁਰ ਜਾਂਦਾ ਹੈ। — [996, 104, 1178, 311]
crop-mark — [0, 30, 42, 31]
quote-mark-icon: ' — [66, 757, 77, 800]
masthead-title: ਰੰਝਾਣਾ ਐਂਟਰਟੇਨਮੈਂਟ — [105, 44, 232, 64]
registration-mark-icon — [1441, 4, 1471, 34]
color-bar-cluster — [66, 2202, 123, 2214]
column-text: ਡੋਗਰਿਆਂ ਦੇ ਕੰਨ ਭਰਨ ਦਾ ਨਤੀਜਾ ਇਹ ਨਿਕਲਿਆ ਕਿ ਉਹ ਨਾਜ਼ੁਕ ਹੱਥੋਂ ਵੀ ਕਮਜ਼ੋਰ ਹੋ ਗਿਆ। ਇਸ ਦਾਅਵੇ ਲਈ ਇਹ ਲਿਖਤ ਪੜ੍ਹਨੀ ਬਣਦੀ ਹੈ। ਮਹਾਰਾਜਾ ਰਣਜੀਤ ਸਿੰਘ ਦੀ ਮੌਤ ਤੋਂ ਬਾਅਦ ਰਾਜਗੱਦੀ ਵਾਸਤੇ ਡੋਗਰਿਆਂ ਨੇ ਅਨੇਕਾਂ ਹੀ ਚਾਲਾਂ ਚੱਲੀਆਂ ਤੇ ਸਾਜ਼ਸ਼ਾ ਰਚੀਆਂ। ਜਦੋਂ ਕੰਵਰ ਨੌਨਿਹਾਲ ਸਿੰਘ ਦਾ ਕਤਲ ਕਰ ਦਿਤਾ ਜਾਂਦਾ ਹੈ ਤਾਂ ਮਹਾਰਾਜਾ ਖੜਕ ਸਿੰਘ ਦਾ ਹੋਣਹਾਰ ਪੋਤਰਾ ਵੀ ਨਾਲ ਹੀ ਤੁਰ ਜਾਂਦਾ ਹੈ। ਖੜਕ ਸਿੰਘ ਦੀ ਮੌਤ ਤੋਂ ਬਾਅਦ ਡੋਗਰਿਆਂ ਨੇ ਪੰਜਾਬ ਅੰਗਰੇਜ਼ਾ ਦੇ ਹਵਾਲੇ ਕਰਨ ਦੀਆਂ ਵਿਉਂਤਾਂ ਬਣਾਈਆਂ। ਇਸ ਵਿਚ ਸੋਚ, ਵਿਚਾਰ ਤੇ ਤਵਾਰੀਖ਼ ਦੀਆਂ ਕਈ ਅਣਸੁਣੀਆ ਗੱਲਾਂ ਸਾਹਮਣੇ ਆਉਂਦੀਆਂ ਹਨ। ਸੋਹਣ ਸਿੰਘ ਸੀਤਲ ਲਿਖਦੇ ਹਨ ਕਿ ਡੋਗਰੇ ਹਰ ਹੀਲੇ ਸਿੱਖ ਰਾਜ ਦੀ ਤਾਕਤ ਹਥਿਆਉਣਾ ਚਾਹੁੰਦੇ ਸਨ। — [1186, 322, 1440, 484]
color-bar-cluster — [1186, 2202, 1243, 2214]
subhead-naunihal-singh: ਮਹਾਰਾਜਾ ਨੌਨਿਹਾਲ ਸਿੰਘ ਦਾ ਕਤਲ:- — [1019, 90, 1156, 102]
column-text: ਕੰਵਰ ਦੀ ਪਤਨੀ ਬੀਬੀ ਨਾਨਕੀ ਅਤੇ ਮਾਤਾ ਚੰਦ ਕੌਰ ਨੂੰ ਜਦੋਂ ਇਹ ਪਤਾ ਲੱਗਾ ਤਾਂ ਭਾਣਾ ਵਾਪਰ ਗਿਆ। ਡੋਗਰਿਆਂ ਨੇ ਸਾਜ਼ਸ਼ਾ ਨਾਲ ਹੀ ਮਹਾਰਾਜਾ ਸ਼ੇਰ ਸਿੰਘ ਨੂੰ ਤਖ਼ਤ 'ਤੇ ਬਿਠਾਇਆ ਸੀ। ਮਹਾਰਾਜਾ ਰਣਜੀਤ ਸਿੰਘ ਦੀ ਮੌਤ ਤੋਂ ਬਾਅਦ ਰਾਜਗੱਦੀ ਵਾਸਤੇ ਡੋਗਰਿਆਂ ਨੇ ਅਨੇਕਾਂ ਹੀ ਚਾਲਾਂ ਚੱਲੀਆਂ। — [690, 1091, 872, 1178]
crop-mark — [124, 0, 125, 28]
article1-top-columns — [426, 89, 1178, 749]
author-photo — [1308, 755, 1438, 909]
article1-column-b4: ਸਿੱਖ ਸੀਤਲ ਦੇ ਵਿੱਚ ਲਿਖਦੇ ਹਨ ਕਿ ਇਤਿਹਾਸ ਦੀਆਂ ਇਹ ਅਣਸੁਣੀਆ ਗੱਲਾਂ ਪਾਠਕਾਂ ਤਕ ਪੁੱਜਣੀਆਂ ਚਾਹੀਦੀਆਂ ਹਨ। ਖੜਕ ਸਿੰਘ ਦੀ ਮੌਤ ਤੋਂ ਬਾਅਦ ਡੋਗਰਿਆਂ ਨੇ ਪੰਜਾਬ ਅੰਗਰੇਜ਼ਾ ਦੇ ਹਵਾਲੇ ਕਰਨ ਦੀਆਂ ਵਿਉਂਤਾਂ ਬਣਾਈਆਂ। — [880, 956, 1062, 1028]
article1-column-3 — [807, 89, 988, 749]
article-naseehat-vaseeat — [55, 1330, 1409, 2202]
column-text: ਕਰ ਦਿਤਾ ਤੇ ਕੰਵਰ ਨੌਨਿਹਾਲ ਸਿੰਘ ਨੂੰ ਹਮੇਸ਼ਾ ਲਈ ਰਾਹ ਵਿਚੋਂ ਹਟਾ ਦਿਤਾ ਗਿਆ। — [1186, 90, 1440, 117]
author-name: ਰਣਜੀਤ ਸਿੰਘ ਸਰਹੰਦ — [1309, 1115, 1394, 1128]
